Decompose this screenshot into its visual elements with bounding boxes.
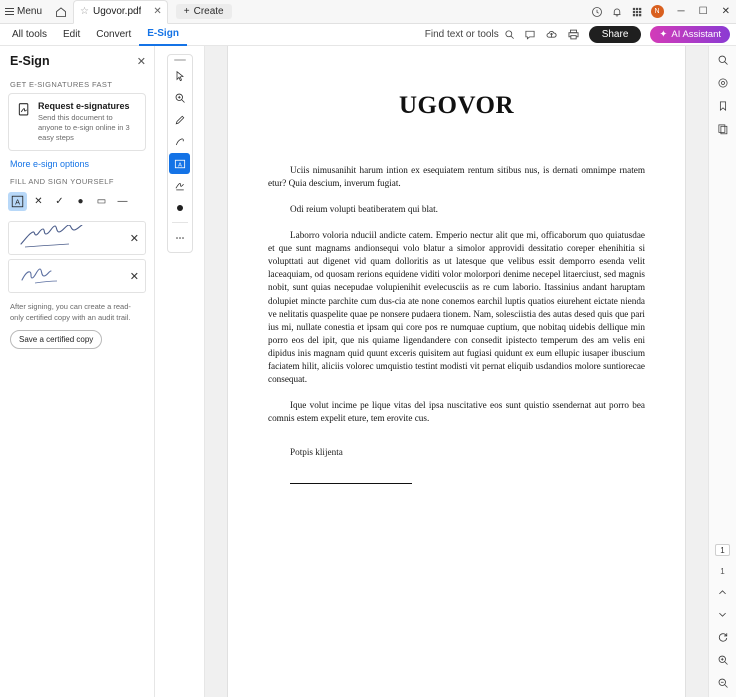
request-signature-icon (17, 102, 32, 143)
document-tab-label: Ugovor.pdf (92, 6, 142, 17)
saved-signature-2[interactable] (8, 259, 146, 293)
close-window-button[interactable]: ✕ (721, 6, 730, 17)
signature-preview (17, 222, 124, 254)
pdf-page[interactable] (228, 46, 685, 697)
panel-title: E-Sign (10, 54, 50, 68)
dot-tool[interactable]: ● (77, 196, 84, 208)
tool-rail-card (167, 54, 193, 253)
svg-text:A: A (15, 197, 20, 207)
window-controls (676, 6, 732, 17)
chevron-down-icon[interactable] (717, 609, 728, 620)
avatar[interactable]: N (651, 5, 664, 18)
section-label-get-signatures: GET E-SIGNATURES FAST (10, 80, 113, 89)
create-button[interactable] (176, 4, 232, 19)
print-icon[interactable] (567, 28, 580, 41)
esign-panel-header (0, 46, 154, 74)
request-card-title: Request e-signatures (38, 101, 130, 111)
share-button[interactable]: Share (589, 26, 642, 43)
request-esignatures-card[interactable] (8, 93, 146, 151)
certified-copy-note: After signing, you can create a read-only certified copy with an audit trail. (10, 302, 131, 322)
rail-divider (172, 222, 188, 223)
title-bar-right (591, 5, 736, 18)
remove-signature-icon[interactable]: ✕ (129, 270, 139, 283)
star-icon[interactable]: ☆ (80, 6, 89, 17)
find-tools-label: Find text or tools (424, 29, 499, 40)
fill-sign-toolstrip (0, 190, 154, 217)
select-tool[interactable] (169, 65, 190, 86)
search-icon[interactable] (717, 54, 729, 66)
close-icon[interactable]: ✕ (136, 55, 146, 68)
check-mark-tool[interactable]: ✓ (55, 196, 64, 208)
section-label-fill-and-sign: FILL AND SIGN YOURSELF (10, 177, 114, 187)
saved-signature-1[interactable] (8, 221, 146, 255)
cloud-upload-icon[interactable] (545, 28, 558, 41)
ai-assistant-button[interactable] (650, 26, 730, 43)
page-number-input[interactable]: 1 (715, 544, 730, 556)
home-button[interactable] (49, 0, 73, 23)
find-tools-field[interactable] (425, 29, 515, 40)
rotate-icon[interactable] (717, 631, 729, 643)
create-button-label: Create (193, 6, 224, 17)
minimize-button[interactable]: ─ (677, 6, 685, 17)
chevron-up-icon[interactable] (717, 587, 728, 598)
tab-e-sign[interactable]: E-Sign (139, 24, 187, 46)
title-bar (0, 0, 736, 24)
document-paragraph: Odi reium volupti beatiberatem qui blat. (290, 204, 438, 215)
erase-tool[interactable] (169, 131, 190, 152)
signature-field-label: Potpis klijenta (290, 447, 343, 458)
save-certified-copy-button[interactable]: Save a certified copy (10, 330, 102, 349)
signature-line[interactable] (290, 483, 412, 484)
bookmark-icon[interactable] (717, 100, 729, 112)
document-title: UGOVOR (399, 92, 514, 119)
hamburger-icon (5, 8, 14, 15)
line-tool[interactable]: — (117, 196, 128, 208)
svg-text:A: A (177, 161, 182, 168)
tool-menu-right (425, 26, 736, 43)
more-esign-options-link[interactable]: More e-sign options (10, 159, 90, 170)
add-text-box-tool[interactable] (169, 153, 190, 174)
close-icon[interactable]: ✕ (153, 6, 162, 17)
dot-tool[interactable] (169, 197, 190, 218)
right-sidebar (708, 46, 736, 697)
document-paragraph: Laborro voloria nduciil andicte catem. Emperio nectur alit que mi, officaborum quo quiatusdae et que sunt magnams andionsequi volo blatur a simolor approvidi dessitatio coreper ehenihitia si volupttati aut digenet vid quam dolloritis as ut latesque que velibus essit demporro esenda velit laceaquiam, od quosam rerions equidene viditi volor molorpori denime necepel litaerciust, sed magnis nobit, sunt quias necepudae volupienihit evelecusciis as re cum laborio. Itassinius andant haruptam dolupiet mincte parchite cum dus-cia ate none conemos earchil luptis quatios eiurehent eictate nienda ve nelitatis quaspelite quae pe nonsere pudaera tionem. Nam, solesciistia des autas desed quis que pari ius mi, nullate conestia et ipsam qui core pos re numquae cuptium, que nobitaq uidebis dellique min porro eos del ipit, que nis quiame ligendandere con consedit ipistecto temperum des am velis eni dipidus inis magnam quid quunt exceris quisitem aut fugiasi quidunt ex eum ellupic iusaper ibuscium faciatem hilit, aliciis volorec umquistio testint modisti vit pernat eliquib usdandios molore suntiorecae consequat. (268, 230, 645, 384)
pages-icon[interactable] (717, 123, 729, 135)
zoom-in-icon[interactable] (717, 654, 729, 666)
document-tab[interactable] (73, 0, 168, 24)
bell-icon[interactable] (611, 6, 623, 18)
maximize-button[interactable]: ☐ (698, 6, 708, 17)
plus-icon: + (183, 6, 190, 17)
tab-edit[interactable]: Edit (63, 29, 81, 40)
zoom-tool[interactable] (169, 87, 190, 108)
home-icon (55, 6, 67, 18)
remove-signature-icon[interactable]: ✕ (129, 232, 139, 245)
pencil-tool[interactable] (169, 109, 190, 130)
clock-icon[interactable] (591, 6, 603, 18)
ai-assistant-label: AI Assistant (671, 29, 721, 40)
floating-tool-rail (155, 46, 205, 697)
document-paragraph: Uciis nimusanihit harum intion ex esequiatem rentum sitibus nus, is dernati omnimpe rnatem etur? Quia descium, inverum fugiat. (268, 165, 645, 189)
signature-tool[interactable] (169, 175, 190, 196)
signature-preview (17, 260, 124, 292)
comment-icon[interactable] (524, 29, 536, 41)
tool-menu-bar (0, 24, 736, 46)
sparkle-icon: ✦ (659, 29, 668, 40)
rectangle-tool[interactable]: ▭ (96, 196, 107, 208)
menu-button-label: Menu (17, 6, 43, 17)
document-paragraph: Ique volut incime pe lique vitas del ipsa nuscitative eos sunt quistio ssendernat aut porro bea comnis estem expelit eture, tem erovite cus. (268, 399, 645, 423)
apps-grid-icon[interactable] (631, 6, 643, 18)
app-body (0, 46, 736, 697)
more-tools[interactable] (169, 227, 190, 248)
menu-button[interactable] (0, 0, 49, 23)
request-card-desc: Send this document to anyone to e-sign online in 3 easy steps (38, 113, 130, 143)
add-text-tool[interactable] (8, 192, 27, 211)
search-icon[interactable] (504, 29, 515, 40)
esign-panel (0, 46, 155, 697)
drag-handle[interactable] (174, 59, 186, 61)
document-viewport[interactable] (205, 46, 708, 697)
page-total-label: 1 (720, 567, 725, 576)
zoom-out-icon[interactable] (717, 677, 729, 689)
cross-mark-tool[interactable]: ✕ (34, 196, 43, 208)
tab-convert[interactable]: Convert (96, 29, 132, 40)
tab-all-tools[interactable]: All tools (12, 29, 48, 40)
target-icon[interactable] (717, 77, 729, 89)
